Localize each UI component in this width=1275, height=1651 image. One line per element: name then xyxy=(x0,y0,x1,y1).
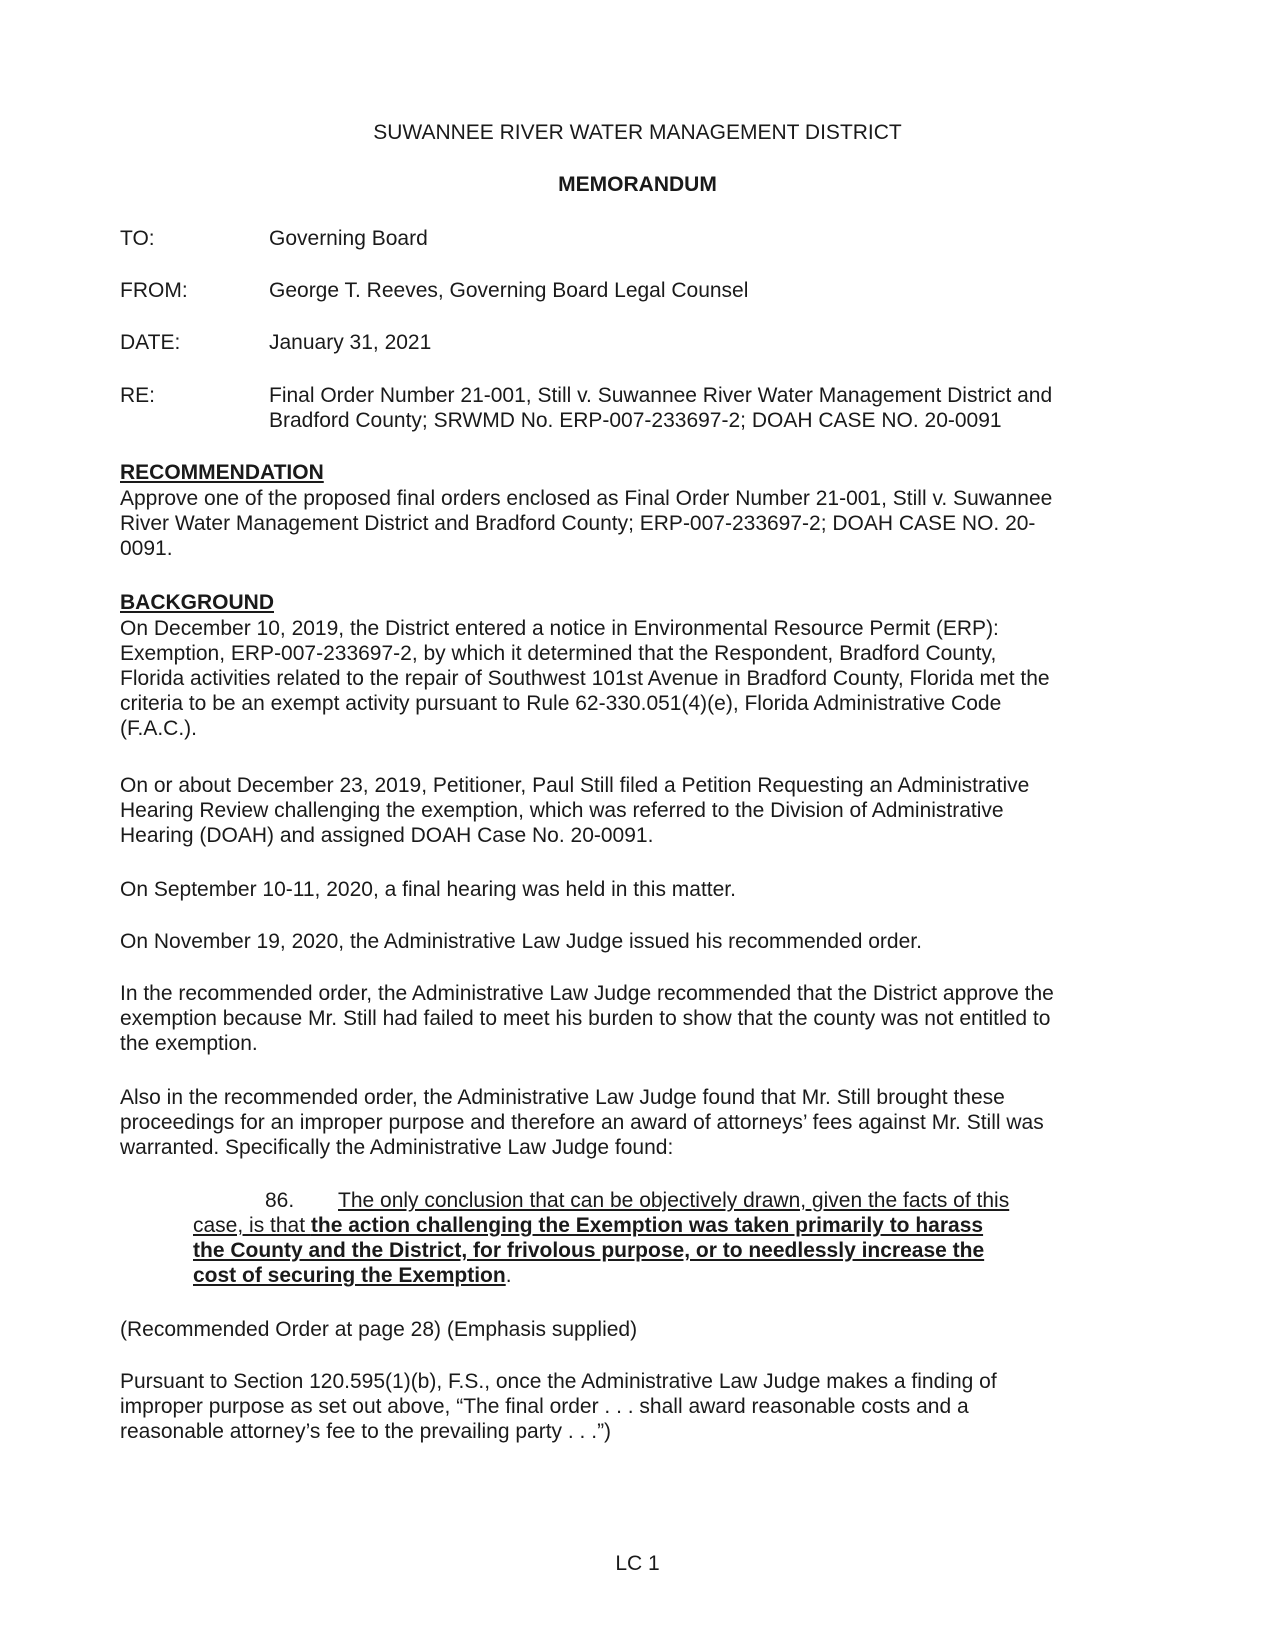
background-heading: BACKGROUND xyxy=(120,591,274,614)
background-paragraph xyxy=(120,773,1160,848)
from-value: George T. Reeves, Governing Board Legal Counsel xyxy=(269,279,749,302)
re-value xyxy=(269,383,1149,433)
quote-line xyxy=(193,1213,1093,1238)
text-line: improper purpose as set out above, “The final order . . . shall award reasonable costs and a xyxy=(120,1395,969,1418)
quote-text: The only conclusion that can be objectively drawn, given the facts of this xyxy=(338,1189,1010,1212)
text-line: proceedings for an improper purpose and therefore an award of attorneys’ fees against Mr. Still was xyxy=(120,1111,1044,1134)
quote-text: case, is that xyxy=(193,1214,311,1237)
to-label: TO: xyxy=(120,227,155,250)
text-line: exemption because Mr. Still had failed to meet his burden to show that the county was not entitled to xyxy=(120,1007,1051,1030)
quote-emphasis: the County and the District, for frivolous purpose, or to needlessly increase the xyxy=(193,1239,985,1262)
re-line: Final Order Number 21-001, Still v. Suwannee River Water Management District and xyxy=(269,384,1053,407)
quote-emphasis: cost of securing the Exemption xyxy=(193,1264,506,1287)
text-line: Exemption, ERP-007-233697-2, by which it determined that the Respondent, Bradford County, xyxy=(120,642,997,665)
date-label: DATE: xyxy=(120,331,181,354)
background-paragraph xyxy=(120,981,1160,1056)
quote-number: 86. xyxy=(265,1189,295,1212)
block-quote xyxy=(193,1188,1093,1288)
text-line: Florida activities related to the repair of Southwest 101st Avenue in Bradford County, Florida met the xyxy=(120,667,1050,690)
re-line: Bradford County; SRWMD No. ERP-007-233697-2; DOAH CASE NO. 20-0091 xyxy=(269,409,1002,432)
text-line: warranted. Specifically the Administrative Law Judge found: xyxy=(120,1136,674,1159)
text-line: On or about December 23, 2019, Petitioner, Paul Still filed a Petition Requesting an Administrative xyxy=(120,774,1030,797)
recommendation-paragraph xyxy=(120,486,1160,561)
text-line: River Water Management District and Bradford County; ERP-007-233697-2; DOAH CASE NO. 20- xyxy=(120,512,1036,535)
text-line: the exemption. xyxy=(120,1032,258,1055)
text-line: reasonable attorney’s fee to the prevailing party . . .”) xyxy=(120,1420,612,1443)
text-line: In the recommended order, the Administrative Law Judge recommended that the District approve the xyxy=(120,982,1054,1005)
text-line: Pursuant to Section 120.595(1)(b), F.S., once the Administrative Law Judge makes a finding of xyxy=(120,1370,997,1393)
page-number: LC 1 xyxy=(615,1552,660,1575)
quote-text: . xyxy=(505,1264,512,1287)
text-line: (F.A.C.). xyxy=(120,717,197,740)
agency-name: SUWANNEE RIVER WATER MANAGEMENT DISTRICT xyxy=(373,121,902,144)
text-line: Approve one of the proposed final orders enclosed as Final Order Number 21-001, Still v. Suwannee xyxy=(120,487,1053,510)
date-value: January 31, 2021 xyxy=(269,331,432,354)
background-paragraph xyxy=(120,877,1160,902)
background-paragraph xyxy=(120,929,1160,954)
text-line: On December 10, 2019, the District entered a notice in Environmental Resource Permit (ERP): xyxy=(120,617,999,640)
text-line: On September 10-11, 2020, a final hearing was held in this matter. xyxy=(120,878,736,901)
text-line: criteria to be an exempt activity pursuant to Rule 62-330.051(4)(e), Florida Administrative Code xyxy=(120,692,1002,715)
recommendation-heading: RECOMMENDATION xyxy=(120,461,324,484)
text-line: Hearing Review challenging the exemption, which was referred to the Division of Administrative xyxy=(120,799,1004,822)
quote-emphasis: the action challenging the Exemption was taken primarily to harass xyxy=(310,1214,984,1237)
text-line: Also in the recommended order, the Administrative Law Judge found that Mr. Still brought these xyxy=(120,1086,1005,1109)
from-label: FROM: xyxy=(120,279,188,302)
text-line: Hearing (DOAH) and assigned DOAH Case No. 20-0091. xyxy=(120,824,654,847)
quote-line xyxy=(193,1238,1093,1263)
to-value: Governing Board xyxy=(269,227,428,250)
text-line: On November 19, 2020, the Administrative Law Judge issued his recommended order. xyxy=(120,930,922,953)
statute-paragraph xyxy=(120,1369,1160,1444)
re-label: RE: xyxy=(120,384,156,407)
text-line: (Recommended Order at page 28) (Emphasis supplied) xyxy=(120,1318,638,1341)
citation xyxy=(120,1317,1160,1342)
quote-line xyxy=(193,1188,1093,1213)
text-line: 0091. xyxy=(120,537,173,560)
background-paragraph xyxy=(120,616,1160,741)
background-paragraph xyxy=(120,1085,1160,1160)
memo-title: MEMORANDUM xyxy=(558,173,717,196)
quote-line xyxy=(193,1263,1093,1288)
